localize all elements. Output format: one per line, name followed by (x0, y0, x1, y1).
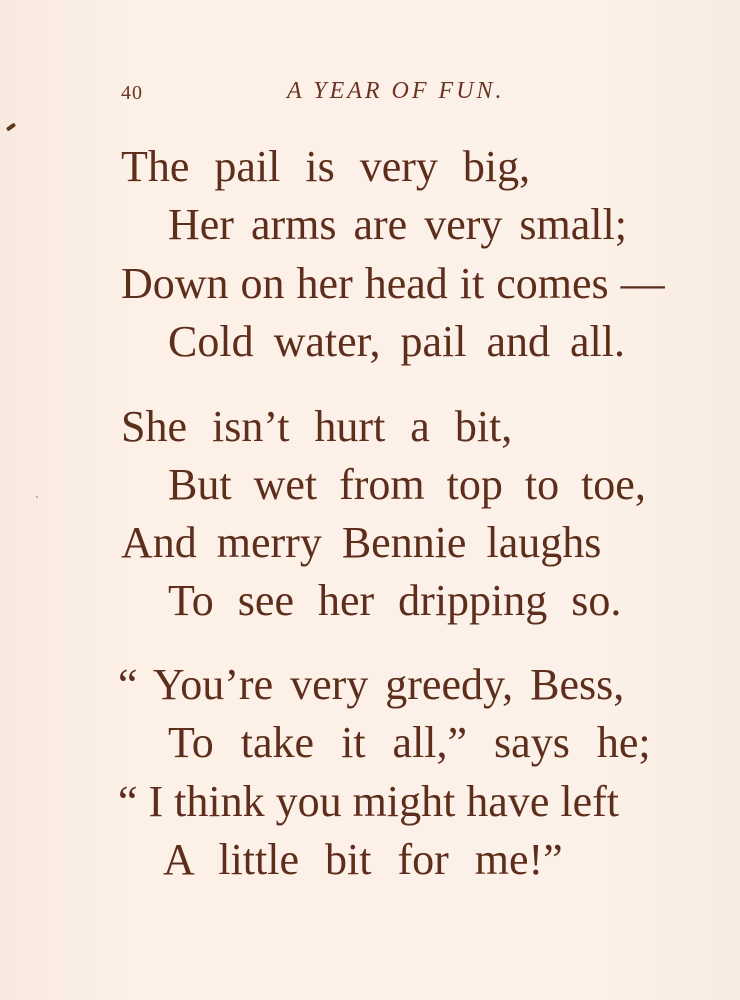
running-title: A YEAR OF FUN. (287, 78, 505, 104)
poem-line: Down on her head it comes — (121, 259, 665, 308)
poem-line: And merry Bennie laughs (121, 518, 602, 567)
poem-line: “ You’re very greedy, Bess, (118, 660, 625, 709)
poem-line: “ I think you might have left (118, 777, 619, 826)
poem-line: Cold water, pail and all. (168, 317, 626, 366)
poem-line: To take it all,” says he; (168, 718, 651, 767)
poem-line: The pail is very big, (121, 142, 531, 191)
poem-line: But wet from top to toe, (168, 460, 646, 509)
poem-line: She isn’t hurt a bit, (121, 402, 513, 451)
paper-speck (36, 496, 38, 498)
poem-line: To see her dripping so. (168, 576, 622, 625)
poem-line: Her arms are very small; (168, 200, 627, 249)
ink-speck (6, 122, 16, 131)
page-number: 40 (121, 82, 143, 104)
poem-line: A little bit for me!” (163, 835, 563, 884)
